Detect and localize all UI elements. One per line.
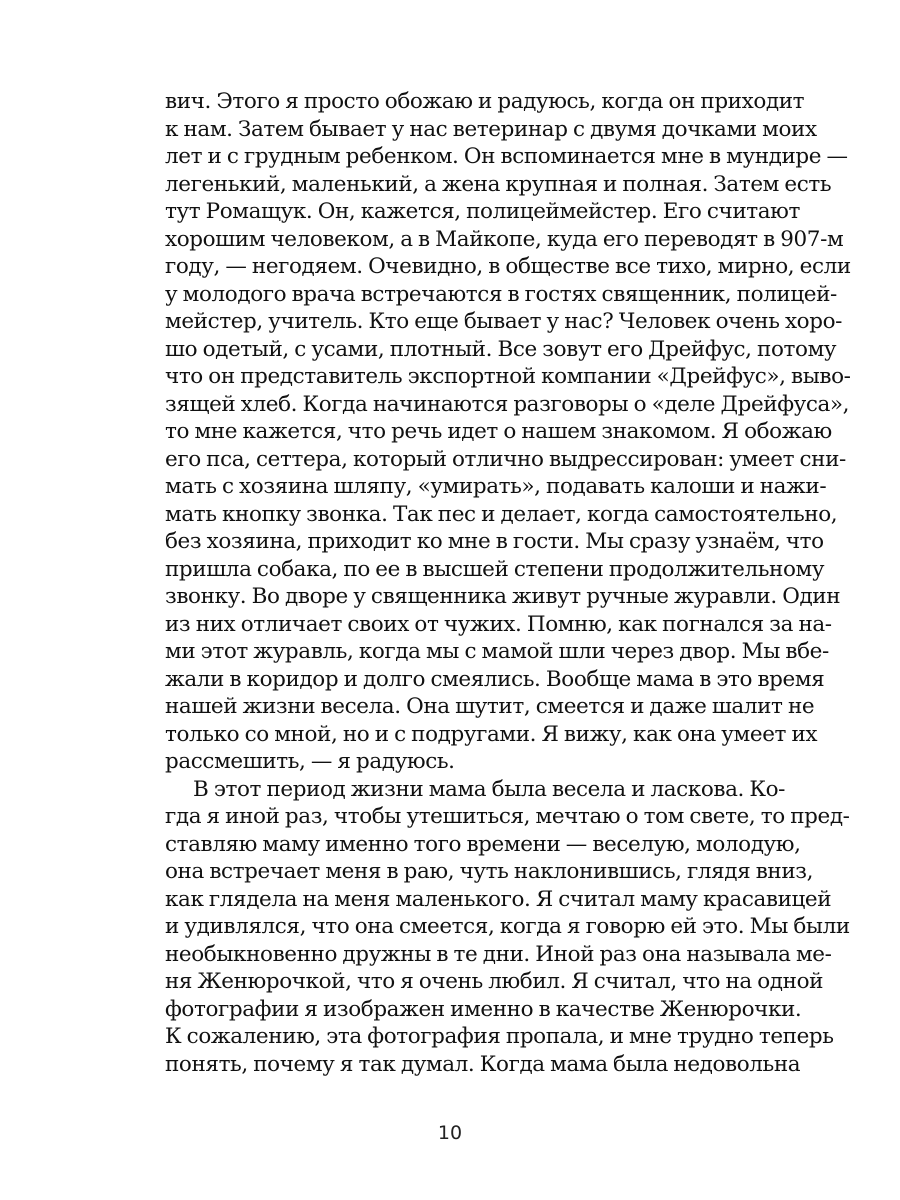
text-line: мать с хозяина шляпу, «умирать», подавать калоши и нажи- [165,474,827,499]
text-line: пришла собака, по ее в высшей степени продолжительному [165,556,825,582]
text-line: она встречает меня в раю, чуть наклонившись, глядя вниз, [165,859,814,884]
text-line: шо одетый, с усами, плотный. Все зовут его Дрейфус, потому [165,336,837,362]
text-line: к нам. Затем бывает у нас ветеринар с двумя дочками моих [165,116,817,142]
paragraph-start-line: В этот период жизни мама была весела и ласкова. Ко- [193,776,786,802]
text-line: необыкновенно дружны в те дни. Иной раз она называла ме- [165,941,832,967]
text-line: ставляю маму именно того времени — веселую, молодую, [165,831,801,857]
text-line: его пса, сеттера, который отлично выдрессирован: умеет сни- [165,446,846,472]
text-line: фотографии я изображен именно в качестве Женюрочки. [165,996,802,1022]
page-number: 10 [437,1122,463,1144]
text-line: тут Ромащук. Он, кажется, полицеймейстер. Его считают [165,199,800,224]
text-line: ми этот журавль, когда мы с мамой шли через двор. Мы вбе- [165,639,829,664]
text-line: зящей хлеб. Когда начинаются разговоры о «деле Дрейфуса», [165,391,850,417]
text-line: и удивлялся, что она смеется, когда я говорю ей это. Мы были [165,914,850,939]
text-line: мейстер, учитель. Кто еще бывает у нас? Человек очень хоро- [165,309,842,334]
text-line: мать кнопку звонка. Так пес и делает, когда самостоятельно, [165,501,838,527]
text-line: как глядела на меня маленького. Я считал маму красавицей [165,886,832,912]
text-line: жали в коридор и долго смеялись. Вообще мама в это время [165,666,825,692]
text-line: лет и с грудным ребенком. Он вспоминается мне в мундире — [165,144,848,169]
text-line: звонку. Во дворе у священника живут ручные журавли. Один [165,584,841,609]
text-line: К сожалению, эта фотография пропала, и мне трудно теперь [165,1024,834,1049]
text-line: хорошим человеком, а в Майкопе, куда его переводят в 907-м [165,226,844,252]
text-line: то мне кажется, что речь идет о нашем знакомом. Я обожаю [165,419,832,444]
text-line: из них отличает своих от чужих. Помню, как погнался за на- [165,611,832,637]
text-line: ня Женюрочкой, что я очень любил. Я считал, что на одной [165,969,824,994]
text-line: что он представитель экспортной компании «Дрейфус», выво- [165,364,851,389]
paragraph-end-line: рассмешить, — я радуюсь. [165,749,455,774]
text-line: понять, почему я так думал. Когда мама была недовольна [165,1051,801,1077]
body-text [165,88,851,1078]
text-line: без хозяина, приходит ко мне в гости. Мы сразу узнаём, что [165,529,824,554]
text-line: вич. Этого я просто обожаю и радуюсь, когда он приходит [165,89,805,114]
text-line: нашей жизни весела. Она шутит, смеется и даже шалит не [165,694,815,719]
text-line: только со мной, но и с подругами. Я вижу, как она умеет их [165,721,818,747]
text-line: легенький, маленький, а жена крупная и полная. Затем есть [165,171,832,197]
text-line: году, — негодяем. Очевидно, в обществе все тихо, мирно, если [165,254,851,279]
text-line: гда я иной раз, чтобы утешиться, мечтаю о том свете, то пред- [165,804,850,829]
text-line: у молодого врача встречаются в гостях священник, полицей- [165,281,837,307]
